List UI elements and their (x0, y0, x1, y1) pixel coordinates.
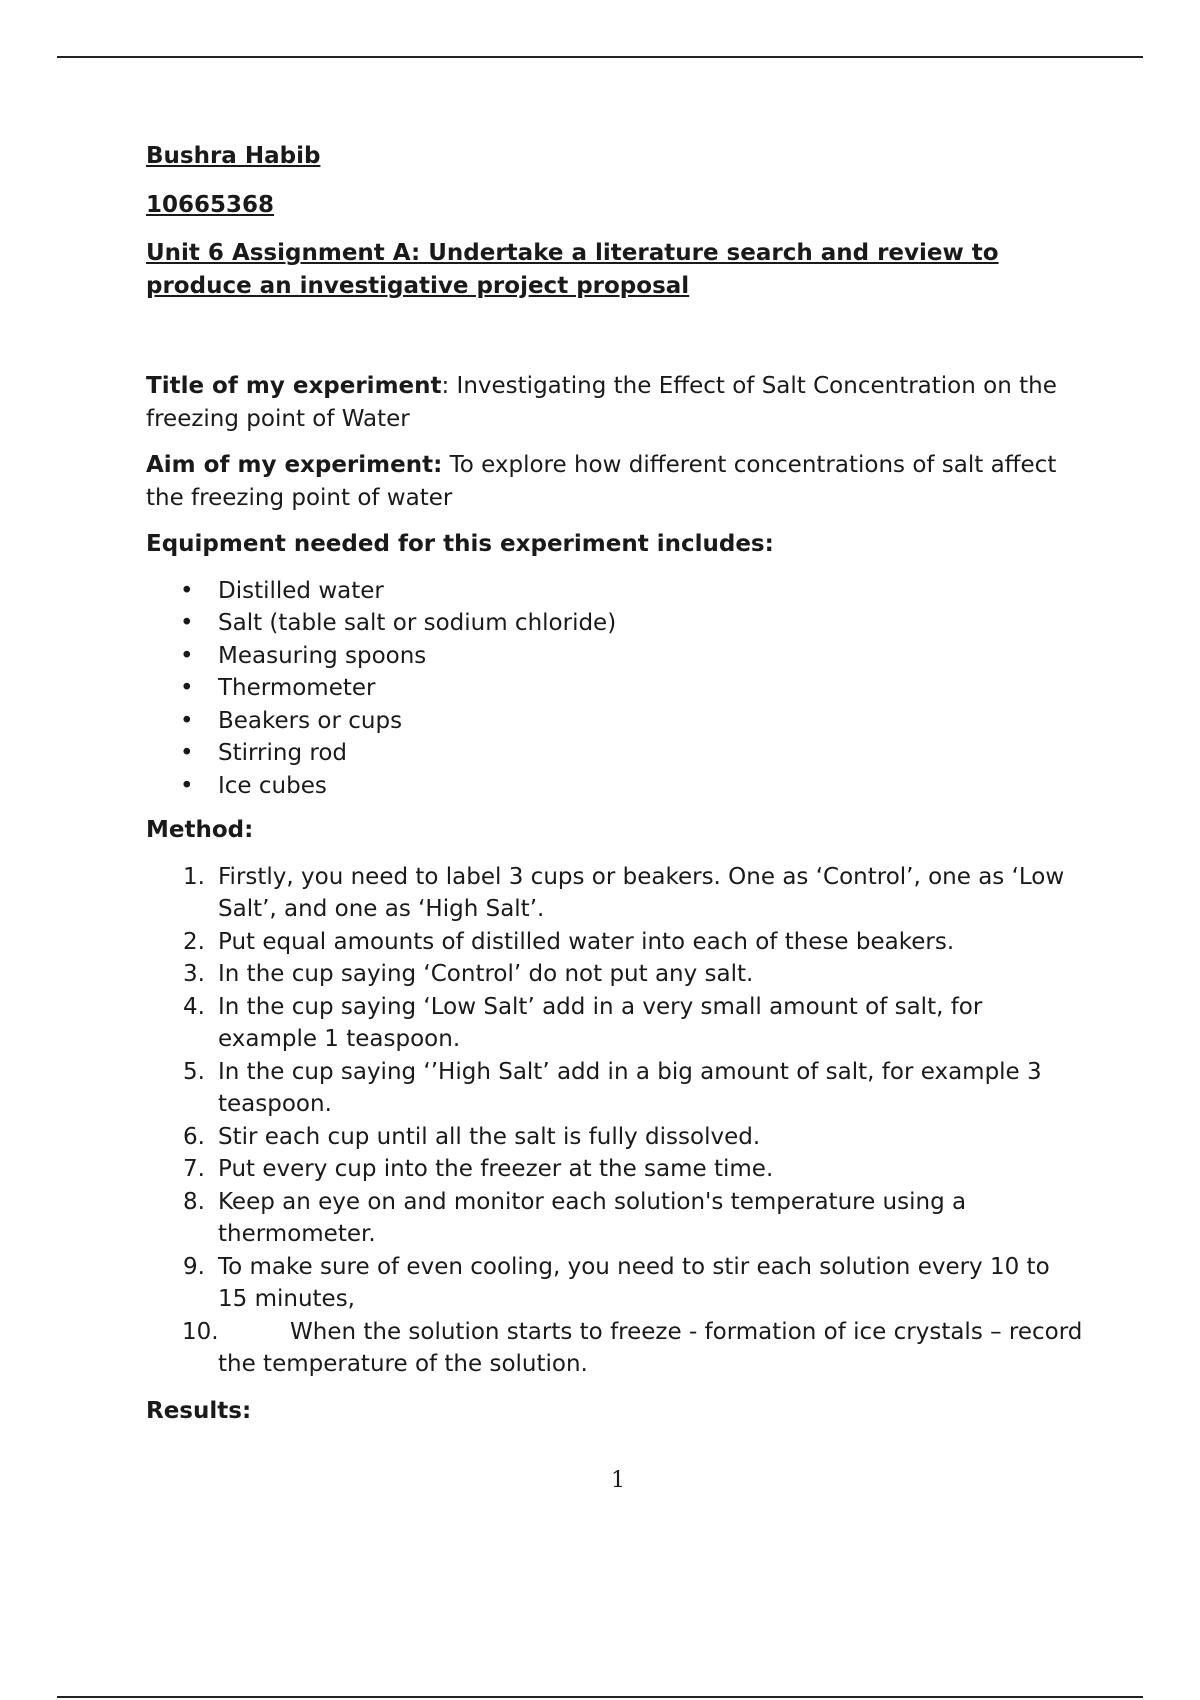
page-number: 1 (611, 1468, 625, 1493)
bullet-icon: • (180, 740, 194, 766)
blank-line (146, 318, 1086, 370)
method-step (146, 1251, 1086, 1316)
experiment-title-text: : Investigating the Effect of Salt Concentration on the freezing point of Water (146, 373, 1057, 432)
method-step (146, 1056, 1086, 1121)
step-text: Firstly, you need to label 3 cups or beakers. One as ‘Control’, one as ‘Low Salt’, and one as ‘High Salt’. (218, 863, 1065, 922)
method-step (146, 991, 1086, 1056)
step-number: 1. (183, 863, 205, 890)
bullet-icon: • (180, 577, 194, 604)
step-text: In the cup saying ‘Control’ do not put any salt. (218, 961, 754, 987)
list-item (146, 607, 1086, 640)
list-item-text: Ice cubes (218, 772, 327, 799)
document-body (146, 140, 1086, 1441)
bullet-icon: • (180, 772, 194, 799)
list-item (146, 737, 1086, 770)
experiment-aim-paragraph (146, 449, 1086, 514)
list-item-text: Stirring rod (218, 740, 348, 766)
method-step (146, 958, 1086, 991)
student-id: 10665368 (146, 191, 275, 218)
bullet-icon: • (180, 610, 194, 636)
step-number: 8. (183, 1188, 205, 1215)
method-steps-list (146, 861, 1086, 1381)
equipment-list (146, 575, 1086, 803)
method-step (146, 861, 1086, 926)
experiment-aim-label: Aim of my experiment: (146, 452, 443, 478)
step-number: 9. (183, 1253, 205, 1280)
experiment-title-paragraph (146, 370, 1086, 435)
list-item (146, 672, 1086, 705)
header-rule (57, 56, 1143, 58)
footer-rule (57, 1696, 1143, 1698)
step-text: In the cup saying ‘’High Salt’ add in a big amount of salt, for example 3 teaspoon. (218, 1058, 1042, 1117)
method-step (146, 926, 1086, 959)
step-text: Put equal amounts of distilled water into each of these beakers. (218, 928, 955, 955)
list-item-text: Beakers or cups (218, 707, 403, 734)
step-number: 2. (183, 928, 205, 955)
step-text: Stir each cup until all the salt is fully dissolved. (218, 1123, 761, 1150)
list-item (146, 640, 1086, 673)
list-item (146, 575, 1086, 608)
list-item-text: Thermometer (218, 675, 376, 701)
step-text: When the solution starts to freeze - formation of ice crystals – record the temperature of the solution. (218, 1318, 1083, 1377)
method-step (146, 1121, 1086, 1154)
list-item-text: Salt (table salt or sodium chloride) (218, 610, 617, 636)
equipment-heading: Equipment needed for this experiment includes: (146, 531, 774, 557)
step-number: 4. (183, 993, 205, 1020)
method-step (146, 1186, 1086, 1251)
author-name: Bushra Habib (146, 143, 321, 169)
method-step (146, 1316, 1086, 1381)
step-text: To make sure of even cooling, you need to stir each solution every 10 to 15 minutes, (218, 1253, 1050, 1312)
list-item-text: Distilled water (218, 577, 384, 604)
step-text: Put every cup into the freezer at the same time. (218, 1156, 774, 1182)
step-text: Keep an eye on and monitor each solution's temperature using a thermometer. (218, 1188, 967, 1247)
method-step (146, 1153, 1086, 1186)
assignment-title: Unit 6 Assignment A: Undertake a literature search and review to produce an investigative project proposal (146, 240, 999, 299)
bullet-icon: • (180, 707, 194, 734)
step-text: In the cup saying ‘Low Salt’ add in a very small amount of salt, for example 1 teaspoon. (218, 993, 983, 1052)
list-item-text: Measuring spoons (218, 642, 427, 669)
list-item (146, 770, 1086, 803)
list-item (146, 705, 1086, 738)
step-number: 10. (182, 1318, 219, 1345)
experiment-title-label: Title of my experiment (146, 373, 442, 399)
step-number: 5. (183, 1058, 205, 1085)
step-number: 6. (183, 1123, 205, 1150)
bullet-icon: • (180, 675, 194, 701)
experiment-aim-text: To explore how different concentrations of salt affect the freezing point of water (146, 452, 1057, 511)
method-heading: Method: (146, 817, 254, 843)
results-heading: Results: (146, 1397, 252, 1424)
bullet-icon: • (180, 642, 194, 669)
step-number: 7. (183, 1156, 205, 1182)
step-number: 3. (183, 961, 205, 987)
